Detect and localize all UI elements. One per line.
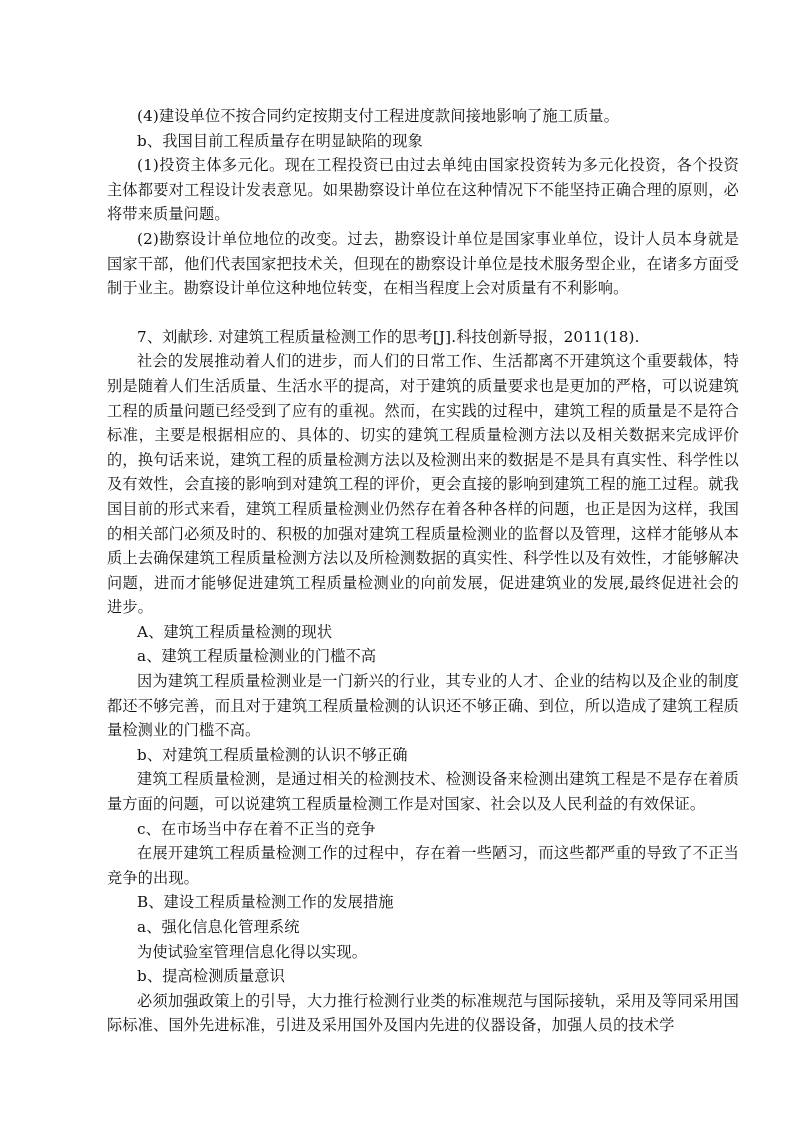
paragraph-payment-delay: (4)建设单位不按合同约定按期支付工程进度款间接地影响了施工质量。 (137, 107, 620, 125)
heading-information-management: a、强化信息化管理系统 (137, 918, 300, 936)
heading-unfair-competition: c、在市场当中存在着不正当的竞争 (137, 819, 376, 838)
blank-line (107, 301, 739, 325)
paragraph-quality-awareness: 必须加强政策上的引导，大力推行检测行业类的标准规范与国际接轨，采用及等同采用国际标准、国外先进标准，引进及采用国外及国内先进的仪器设备，加强人员的技术学 (107, 991, 739, 1035)
heading-incorrect-understanding: b、对建筑工程质量检测的认识不够正确 (137, 745, 408, 764)
paragraph-incorrect-understanding: 建筑工程质量检测，是通过相关的检测技术、检测设备来检测出建筑工程是不是存在着质量方面的问题，可以说建筑工程质量检测工作是对国家、社会以及人民利益的有效保证。 (107, 770, 739, 814)
paragraph-low-threshold: 因为建筑工程质量检测业是一门新兴的行业，其专业的人才、企业的结构以及企业的制度都还不够完善，而且对于建筑工程质量检测的认识还不够正确、到位，所以造成了建筑工程质量检测业的门槛不高。 (107, 672, 739, 740)
reference-citation: 7、刘献珍. 对建筑工程质量检测工作的思考[J].科技创新导报，2011(18). (137, 327, 640, 346)
paragraph-survey-design-status: (2)勘察设计单位地位的改变。过去，勘察设计单位是国家事业单位，设计人员本身就是国家干部，他们代表国家把技术关，但现在的勘察设计单位是技术服务型企业，在诸多方面受制于业主。勘察设计单位这种地位转变，在相当程度上会对质量有不利影响。 (107, 229, 739, 298)
heading-low-threshold: a、建筑工程质量检测业的门槛不高 (137, 647, 377, 666)
paragraph-investment-diversification: (1)投资主体多元化。现在工程投资已由过去单纯由国家投资转为多元化投资，各个投资主体都要对工程设计发表意见。如果勘察设计单位在这种情况下不能坚持正确合理的原则，必将带来质量问题。 (107, 156, 739, 224)
paragraph-unfair-competition: 在展开建筑工程质量检测工作的过程中，存在着一些陋习，而这些都严重的导致了不正当竞争的出现。 (107, 844, 739, 887)
heading-current-status: A、建筑工程质量检测的现状 (137, 622, 333, 641)
heading-development-measures: B、建设工程质量检测工作的发展措施 (137, 893, 394, 912)
heading-quality-awareness: b、提高检测质量意识 (137, 967, 285, 986)
paragraph-social-development: 社会的发展推动着人们的进步，而人们的日常工作、生活都离不开建筑这个重要载体，特别是随着人们生活质量、生活水平的提高，对于建筑的质量要求也是更加的严格，可以说建筑工程的质量问题已经受到了应有的重视。然而，在实践的过程中，建筑工程的质量是不是符合标准，主要是根据相应的、具体的、切实的建筑工程质量检测方法以及相关数据来完成评价的，换句话来说，建筑工程的质量检测方法以及检测出来的数据是不是具有真实性、科学性以及有效性，会直接的影响到对建筑工程的评价，更会直接的影响到建筑工程的施工过程。就我国目前的形式来看，建筑工程质量检测业仍然存在着各种各样的问题，也正是因为这样，我国的相关部门必须及时的、积极的加强对建筑工程质量检测业的监督以及管理，这样才能够从本质上去确保建筑工程质量检测方法以及所检测数据的真实性、科学性以及有效性，才能够解决问题，进而才能够促进建筑工程质量检测业的向前发展，促进建筑业的发展,最终促进社会的进步。 (107, 352, 739, 617)
heading-quality-defects: b、我国目前工程质量存在明显缺陷的现象 (137, 131, 423, 150)
paragraph-information-management: 为使试验室管理信息化得以实现。 (137, 942, 368, 961)
document-page (107, 104, 739, 1038)
